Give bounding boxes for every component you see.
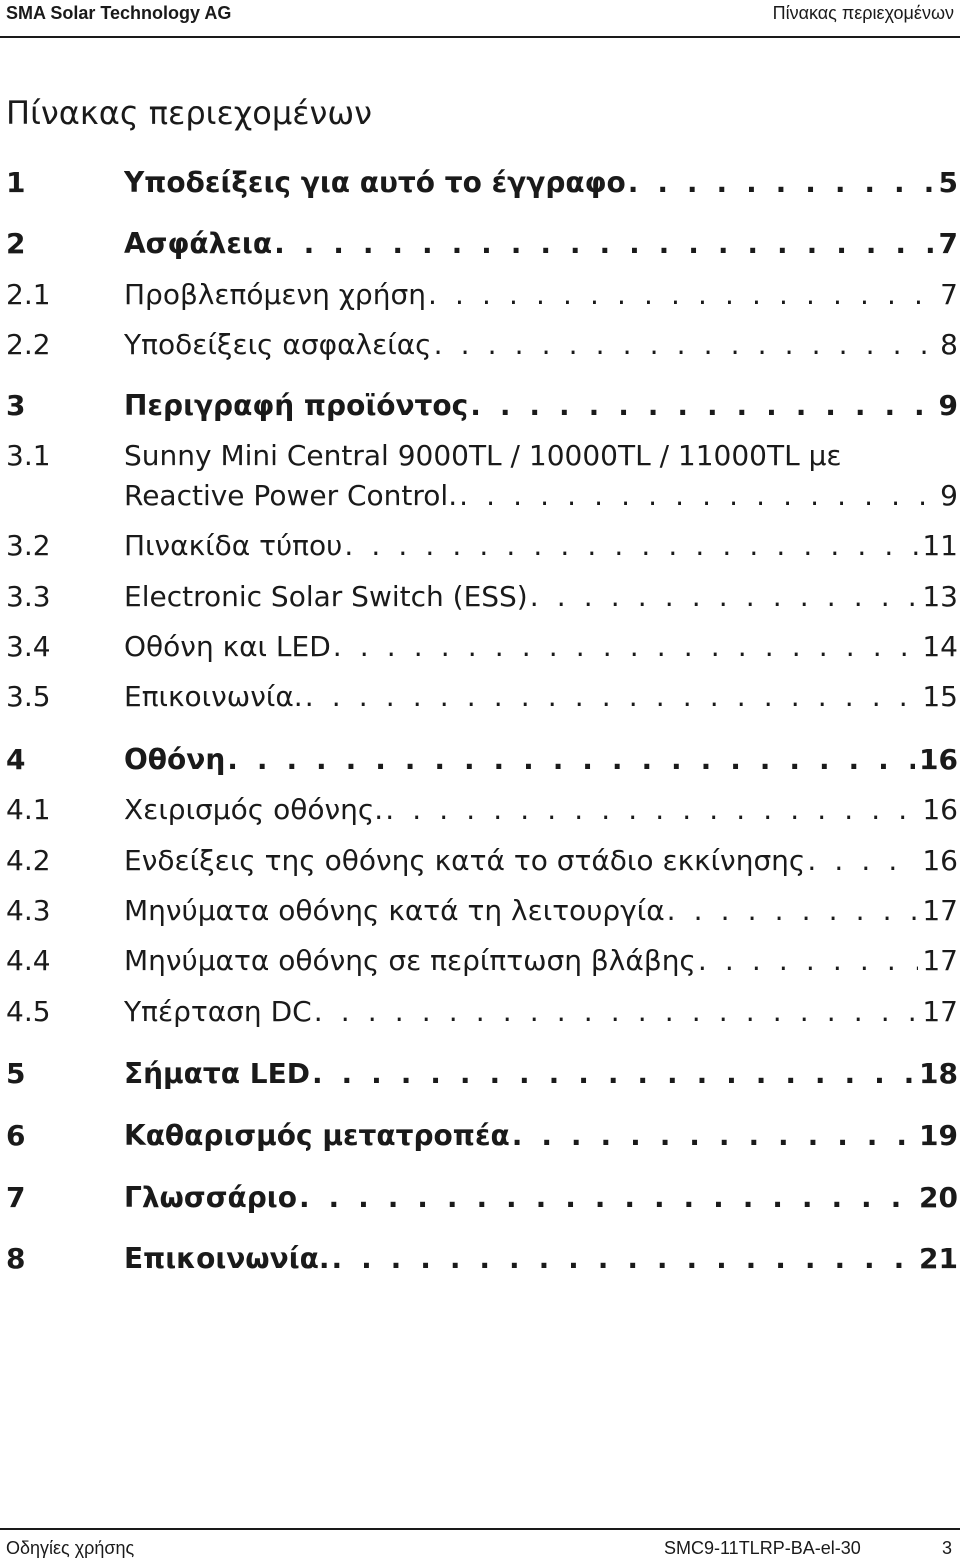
footer-doc-code: SMC9-11TLRP-BA-el-30 bbox=[664, 1538, 861, 1558]
toc-entry-page: 7 bbox=[938, 227, 958, 260]
toc-entry-page: 17 bbox=[922, 894, 958, 927]
toc-entry-page: 21 bbox=[919, 1242, 958, 1275]
toc-leader-dots bbox=[698, 941, 918, 981]
toc-entry-number: 3.2 bbox=[6, 529, 51, 562]
toc-entry-page: 8 bbox=[940, 328, 958, 361]
toc-entry-title: Σήματα LED bbox=[124, 1057, 310, 1090]
toc-entry-3-1[interactable] bbox=[6, 436, 958, 476]
toc-entry-title: Πινακίδα τύπου bbox=[124, 529, 343, 562]
header-section-title: Πίνακας περιεχομένων bbox=[772, 3, 954, 23]
toc-entry-6[interactable] bbox=[6, 1116, 958, 1156]
toc-entry-page: 17 bbox=[922, 995, 958, 1028]
toc-leader-dots bbox=[530, 577, 919, 617]
toc-entry-page: 17 bbox=[922, 944, 958, 977]
toc-leader-dots bbox=[628, 163, 935, 203]
toc-leader-dots bbox=[459, 476, 936, 516]
toc-entry-8[interactable] bbox=[6, 1239, 958, 1279]
toc-entry-page: 9 bbox=[940, 479, 958, 512]
toc-entry-3-4[interactable] bbox=[6, 627, 958, 667]
toc-entry-3[interactable] bbox=[6, 386, 958, 426]
toc-entry-4[interactable] bbox=[6, 740, 958, 780]
toc-leader-dots bbox=[312, 1054, 915, 1094]
toc-entry-page: 18 bbox=[919, 1057, 958, 1090]
toc-entry-title: Επικοινωνία. bbox=[124, 680, 303, 713]
toc-leader-dots bbox=[305, 677, 919, 717]
toc-entry-number: 6 bbox=[6, 1119, 26, 1152]
toc-entry-title-line1: Sunny Mini Central 9000TL / 10000TL / 11000TL με bbox=[124, 439, 842, 472]
toc-entry-page: 16 bbox=[919, 743, 958, 776]
toc-entry-title: Οθόνη bbox=[124, 743, 226, 776]
toc-entry-number: 4.5 bbox=[6, 995, 51, 1028]
toc-entry-page: 5 bbox=[938, 166, 958, 199]
toc-entry-number: 4 bbox=[6, 743, 26, 776]
toc-entry-title: Ενδείξεις της οθόνης κατά το στάδιο εκκίνησης bbox=[124, 844, 806, 877]
toc-entry-page: 14 bbox=[922, 630, 958, 663]
toc-leader-dots bbox=[332, 1239, 916, 1279]
toc-entry-page: 16 bbox=[922, 844, 958, 877]
page-title: Πίνακας περιεχομένων bbox=[6, 94, 373, 132]
toc-entry-5[interactable] bbox=[6, 1054, 958, 1094]
toc-entry-title: Γλωσσάριο bbox=[124, 1181, 297, 1214]
toc-entry-number: 2 bbox=[6, 227, 26, 260]
toc-leader-dots bbox=[227, 740, 915, 780]
toc-entry-3-1-continued[interactable] bbox=[6, 476, 958, 516]
toc-entry-page: 7 bbox=[940, 278, 958, 311]
toc-entry-4-3[interactable] bbox=[6, 891, 958, 931]
toc-entry-4-4[interactable] bbox=[6, 941, 958, 981]
toc-entry-page: 20 bbox=[919, 1181, 958, 1214]
toc-entry-number: 3 bbox=[6, 389, 26, 422]
toc-entry-number: 7 bbox=[6, 1181, 26, 1214]
toc-entry-title: Reactive Power Control. bbox=[124, 479, 458, 512]
toc-entry-2-1[interactable] bbox=[6, 275, 958, 315]
toc-entry-title: Ασφάλεια bbox=[124, 227, 273, 260]
toc-entry-2[interactable] bbox=[6, 224, 958, 264]
toc-entry-title: Καθαρισμός μετατροπέα bbox=[124, 1119, 510, 1152]
toc-leader-dots bbox=[667, 891, 919, 931]
toc-entry-4-2[interactable] bbox=[6, 841, 958, 881]
toc-entry-title: Προβλεπόμενη χρήση bbox=[124, 278, 426, 311]
toc-leader-dots bbox=[385, 790, 918, 830]
footer-page-number: 3 bbox=[941, 1538, 952, 1558]
toc-entry-page: 16 bbox=[922, 793, 958, 826]
toc-entry-3-3[interactable] bbox=[6, 577, 958, 617]
toc-entry-page: 11 bbox=[922, 529, 958, 562]
toc-leader-dots bbox=[314, 992, 919, 1032]
toc-entry-number: 2.2 bbox=[6, 328, 51, 361]
toc-entry-number: 2.1 bbox=[6, 278, 51, 311]
toc-entry-title: Περιγραφή προϊόντος bbox=[124, 389, 469, 422]
toc-leader-dots bbox=[299, 1178, 915, 1218]
toc-entry-number: 3.3 bbox=[6, 580, 51, 613]
toc-entry-page: 19 bbox=[919, 1119, 958, 1152]
toc-entry-number: 5 bbox=[6, 1057, 26, 1090]
toc-entry-3-5[interactable] bbox=[6, 677, 958, 717]
header-divider bbox=[0, 36, 960, 38]
toc-entry-number: 3.5 bbox=[6, 680, 51, 713]
footer-doc-type: Οδηγίες χρήσης bbox=[6, 1538, 135, 1558]
toc-entry-number: 4.4 bbox=[6, 944, 51, 977]
toc-leader-dots bbox=[274, 224, 934, 264]
toc-leader-dots bbox=[807, 841, 918, 881]
toc-entry-page: 13 bbox=[922, 580, 958, 613]
toc-entry-3-2[interactable] bbox=[6, 526, 958, 566]
toc-entry-title: Υποδείξεις για αυτό το έγγραφο bbox=[124, 166, 626, 199]
toc-entry-number: 8 bbox=[6, 1242, 26, 1275]
toc-entry-title: Υπέρταση DC bbox=[124, 995, 312, 1028]
toc-entry-title: Υποδείξεις ασφαλείας bbox=[124, 328, 432, 361]
toc-entry-title: Οθόνη και LED bbox=[124, 630, 331, 663]
toc-entry-title: Επικοινωνία. bbox=[124, 1242, 330, 1275]
toc-leader-dots bbox=[512, 1116, 915, 1156]
toc-entry-page: 9 bbox=[938, 389, 958, 422]
toc-entry-4-5[interactable] bbox=[6, 992, 958, 1032]
toc-entry-title: Μηνύματα οθόνης σε περίπτωση βλάβης bbox=[124, 944, 696, 977]
toc-entry-number: 3.1 bbox=[6, 439, 51, 472]
toc-leader-dots bbox=[428, 275, 936, 315]
toc-entry-2-2[interactable] bbox=[6, 325, 958, 365]
toc-entry-number: 1 bbox=[6, 166, 26, 199]
toc-entry-title: Μηνύματα οθόνης κατά τη λειτουργία bbox=[124, 894, 665, 927]
toc-entry-number: 4.1 bbox=[6, 793, 51, 826]
toc-leader-dots bbox=[470, 386, 934, 426]
toc-entry-7[interactable] bbox=[6, 1178, 958, 1218]
toc-leader-dots bbox=[434, 325, 937, 365]
toc-entry-number: 4.2 bbox=[6, 844, 51, 877]
toc-entry-title: Χειρισμός οθόνης. bbox=[124, 793, 384, 826]
toc-entry-4-1[interactable] bbox=[6, 790, 958, 830]
toc-entry-1[interactable] bbox=[6, 163, 958, 203]
toc-leader-dots bbox=[344, 526, 918, 566]
toc-entry-title: Electronic Solar Switch (ESS) bbox=[124, 580, 528, 613]
toc-leader-dots bbox=[333, 627, 919, 667]
header-company: SMA Solar Technology AG bbox=[6, 3, 232, 23]
toc-entry-number: 3.4 bbox=[6, 630, 51, 663]
toc-entry-page: 15 bbox=[922, 680, 958, 713]
toc-entry-number: 4.3 bbox=[6, 894, 51, 927]
footer-divider bbox=[0, 1528, 960, 1530]
